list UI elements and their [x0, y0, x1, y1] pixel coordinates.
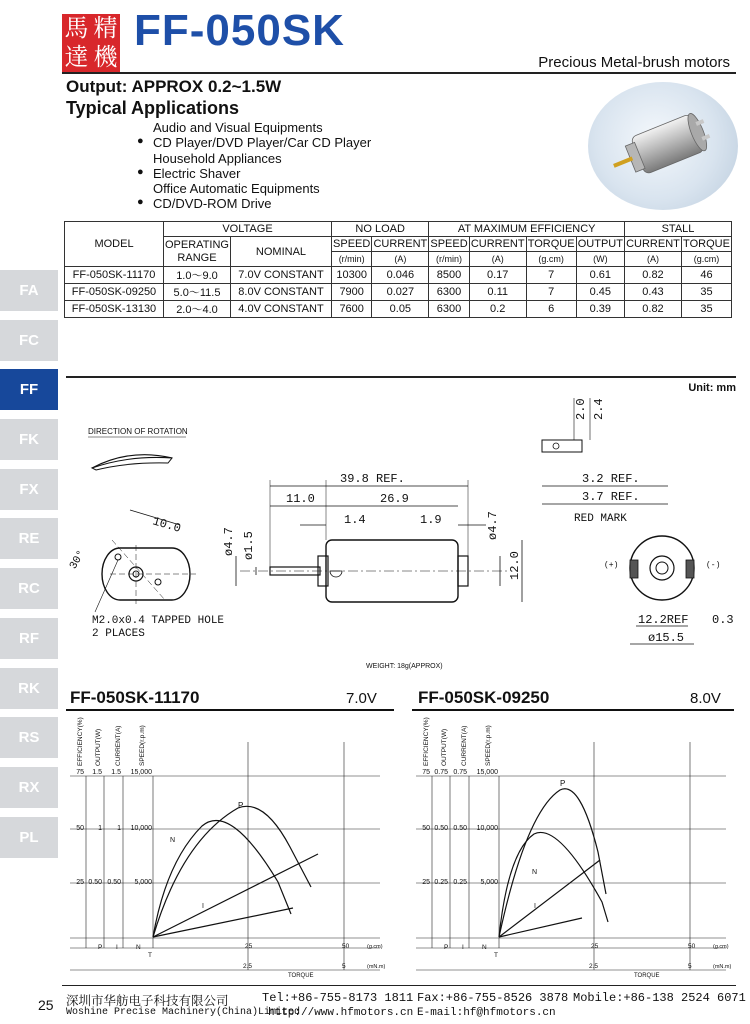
tab-rs[interactable]: RS: [0, 717, 58, 758]
tick: 0.75: [434, 769, 448, 776]
cell: 0.82: [625, 267, 682, 284]
tick: 1: [98, 825, 102, 832]
rear-bearing: [650, 556, 674, 580]
red-mark-label: RED MARK: [574, 513, 627, 525]
tick: 15,000: [476, 769, 498, 776]
tick: 2.5: [589, 963, 599, 970]
tick: 25: [76, 879, 84, 886]
tick: P: [444, 944, 449, 951]
terminal-plus: [630, 560, 638, 578]
plus-label: (+): [604, 561, 619, 570]
tick: 5,000: [480, 879, 498, 886]
tick: 0.25: [434, 879, 448, 886]
unit-label: Unit: mm: [688, 382, 736, 394]
cell: 7: [526, 284, 576, 301]
unit-cell: (A): [625, 252, 682, 267]
col-current: CURRENT: [373, 238, 428, 250]
axis-label: SPEED(r.p.m): [139, 725, 146, 766]
tab-fk[interactable]: FK: [0, 419, 58, 460]
cell: 0.17: [469, 267, 526, 284]
applications-list: [137, 120, 371, 212]
col-speed: SPEED: [430, 238, 468, 250]
performance-chart-1: [62, 712, 398, 980]
dim-14: 1.4: [344, 513, 366, 527]
dim-20: 2.0: [574, 398, 588, 420]
cell: 0.43: [625, 284, 682, 301]
cell: 0.61: [576, 267, 624, 284]
cell: 0.046: [372, 267, 429, 284]
cell: 8.0V CONSTANT: [230, 284, 331, 301]
tapped-hole: [155, 579, 161, 585]
tick: 1: [117, 825, 121, 832]
performance-chart-2: [408, 712, 744, 980]
dim-120: 12.0: [508, 551, 522, 580]
tick: (g.cm): [713, 944, 729, 950]
logo-char: 機: [93, 43, 118, 71]
tick: 0.50: [88, 879, 102, 886]
series-label: P: [238, 801, 244, 810]
dim-phi47b: ø4.7: [486, 511, 500, 540]
cell: 1.0～9.0: [164, 267, 231, 284]
axis-label: CURRENT(A): [115, 725, 122, 766]
cell: 7: [526, 267, 576, 284]
curve-divider: [412, 709, 734, 711]
page-subtitle: Precious Metal-brush motors: [538, 54, 730, 71]
cell: 7900: [331, 284, 371, 301]
minus-label: (-): [706, 561, 721, 570]
curve-voltage: 8.0V: [690, 690, 721, 707]
dim-269: 26.9: [380, 492, 409, 506]
tick: (g.cm): [367, 944, 383, 950]
dim-phi47a: ø4.7: [222, 527, 236, 556]
terminal-hole: [553, 443, 559, 449]
cell: 0.05: [372, 301, 429, 318]
tick: 50: [422, 825, 430, 832]
output-curve: [499, 789, 606, 937]
mobile: Mobile:+86-138 2524 6071: [573, 991, 746, 1005]
cell: 0.82: [625, 301, 682, 318]
col-operating-range: OPERATING RANGE: [164, 237, 231, 267]
tick: 10,000: [476, 825, 498, 832]
terminal-detail: [542, 440, 582, 452]
dim-phi15: ø1.5: [242, 531, 256, 560]
page-number: 25: [38, 997, 54, 1013]
tick: P: [98, 944, 103, 951]
tick: 5: [342, 963, 346, 970]
tick: 1.5: [92, 769, 102, 776]
tick: (mN.m): [367, 964, 386, 970]
tick: 25: [591, 943, 599, 950]
dim-24: 2.4: [592, 398, 606, 420]
unit-cell: (r/min): [429, 252, 469, 267]
terminal-minus: [686, 560, 694, 578]
tick: 10,000: [130, 825, 152, 832]
dim-30deg: 30°: [67, 548, 89, 572]
unit-cell: (W): [576, 252, 624, 267]
tick: 50: [688, 943, 696, 950]
axis-label: TORQUE: [634, 973, 660, 979]
list-item: ● Electric Shaver: [137, 166, 371, 181]
tick: 0.50: [453, 825, 467, 832]
hole-note-1: M2.0x0.4 TAPPED HOLE: [92, 615, 225, 627]
tick: (mN.m): [713, 964, 732, 970]
cell: 6: [526, 301, 576, 318]
tab-fc[interactable]: FC: [0, 320, 58, 361]
tapped-hole: [115, 554, 121, 560]
cell: 5.0～11.5: [164, 284, 231, 301]
rear-shaft: [656, 562, 668, 574]
tick: 50: [76, 825, 84, 832]
axis-label: OUTPUT(W): [95, 728, 102, 766]
series-label: I: [534, 903, 536, 910]
output-rating: Output: APPROX 0.2~1.5W: [66, 77, 282, 96]
current-curve: [153, 908, 293, 937]
fax: Fax:+86-755-8526 3878: [417, 991, 569, 1005]
dim-19: 1.9: [420, 513, 442, 527]
cell: 0.45: [576, 284, 624, 301]
tick: 5: [688, 963, 692, 970]
cell: 8500: [429, 267, 469, 284]
dim-03: 0.3: [712, 613, 734, 627]
dim-10: 10.0: [150, 514, 183, 536]
logo-char: 馬: [64, 14, 89, 42]
spec-table: [64, 221, 732, 318]
cell: 35: [681, 284, 731, 301]
tick: N: [136, 944, 141, 951]
cell: 0.027: [372, 284, 429, 301]
tick: I: [116, 944, 118, 951]
list-item: Household Appliances: [153, 150, 282, 166]
cell: 4.0V CONSTANT: [230, 301, 331, 318]
cell: 2.0～4.0: [164, 301, 231, 318]
logo-char: 精: [93, 14, 118, 42]
unit-cell: (g.cm): [526, 252, 576, 267]
header-divider: [62, 72, 736, 74]
page-title: FF-050SK: [134, 6, 345, 55]
tab-pl[interactable]: PL: [0, 817, 58, 858]
cell: 7.0V CONSTANT: [230, 267, 331, 284]
cell: 0.2: [469, 301, 526, 318]
dim-398: 39.8 REF.: [340, 472, 405, 486]
brand-logo: [62, 14, 120, 72]
unit-cell: (A): [372, 252, 429, 267]
speed-curve: [153, 854, 318, 937]
cell: 6300: [429, 301, 469, 318]
hole-note-2: 2 PLACES: [92, 628, 145, 640]
tab-fa[interactable]: FA: [0, 270, 58, 311]
tick: 0.50: [107, 879, 121, 886]
series-label: P: [560, 779, 566, 788]
series-label: N: [532, 869, 538, 876]
cell: FF-050SK-13130: [65, 301, 164, 318]
tick: 5,000: [134, 879, 152, 886]
table-header-row: [65, 237, 732, 252]
dim-37ref: 3.7 REF.: [582, 490, 640, 504]
cell: 35: [681, 301, 731, 318]
table-row: [65, 267, 732, 284]
cell: 10300: [331, 267, 371, 284]
mark: [330, 571, 342, 577]
dim-110: 11.0: [286, 492, 315, 506]
col-voltage: VOLTAGE: [164, 222, 332, 237]
cell: FF-050SK-11170: [65, 267, 164, 284]
col-stall: STALL: [625, 222, 732, 237]
table-row: [65, 284, 732, 301]
axis-label: EFFICIENCY(%): [423, 717, 430, 766]
tab-rc[interactable]: RC: [0, 568, 58, 609]
curve-title: FF-050SK-09250: [418, 688, 550, 707]
tick: 15,000: [130, 769, 152, 776]
series-label: I: [202, 903, 204, 910]
tick: 0.75: [453, 769, 467, 776]
email-link[interactable]: E-mail:hf@hfmotors.cn: [417, 1007, 556, 1019]
col-torque: TORQUE: [527, 238, 575, 250]
tick: 75: [422, 769, 430, 776]
table-header-row: [65, 222, 732, 237]
weight-note: WEIGHT: 18g(APPROX): [366, 663, 443, 670]
tab-rk[interactable]: RK: [0, 668, 58, 709]
axis-label: SPEED(r.p.m): [485, 725, 492, 766]
tab-re[interactable]: RE: [0, 518, 58, 559]
axis-label: TORQUE: [288, 973, 314, 979]
company-name-en: Woshine Precise Machinery(China)Limited: [66, 1007, 301, 1018]
list-item: ● CD/DVD-ROM Drive: [137, 196, 371, 211]
cell: 46: [681, 267, 731, 284]
dim-32ref: 3.2 REF.: [582, 472, 640, 486]
drawing-divider: [66, 376, 736, 378]
applications-heading: Typical Applications: [66, 98, 240, 118]
tick: T: [148, 952, 152, 959]
dimension-drawing: [0, 380, 750, 680]
axis-label: OUTPUT(W): [441, 728, 448, 766]
company-name-cn: 深圳市华舫电子科技有限公司: [66, 993, 229, 1008]
col-current: CURRENT: [470, 238, 525, 250]
footer-divider: [62, 985, 736, 986]
cell: 7600: [331, 301, 371, 318]
col-torque: TORQUE: [683, 238, 730, 250]
rotation-label: DIRECTION OF ROTATION: [88, 427, 188, 436]
tick: 0.50: [434, 825, 448, 832]
tick: 0.25: [453, 879, 467, 886]
list-item: Audio and Visual Equipments: [153, 120, 323, 135]
tick: N: [482, 944, 487, 951]
efficiency-curve: [499, 832, 608, 937]
cell: 0.39: [576, 301, 624, 318]
tick: T: [494, 952, 498, 959]
tab-rf[interactable]: RF: [0, 618, 58, 659]
rotation-arrow-band: [92, 457, 172, 470]
grid: [416, 742, 726, 970]
dim-phi155: ø15.5: [648, 631, 685, 645]
tick: 1.5: [111, 769, 121, 776]
unit-cell: (g.cm): [681, 252, 731, 267]
series-label: N: [170, 837, 176, 844]
col-nominal: NOMINAL: [230, 237, 331, 267]
curve-divider: [66, 709, 394, 711]
dim-122ref: 12.2REF: [638, 613, 689, 627]
tick: 2.5: [243, 963, 253, 970]
col-no-load: NO LOAD: [331, 222, 428, 237]
tick: 75: [76, 769, 84, 776]
telephone: Tel:+86-755-8173 1811: [262, 991, 414, 1005]
logo-char: 達: [64, 43, 89, 71]
table-row: [65, 301, 732, 318]
grid: [70, 742, 380, 970]
col-current: CURRENT: [626, 238, 680, 250]
cell: FF-050SK-09250: [65, 284, 164, 301]
curve-voltage: 7.0V: [346, 690, 377, 707]
unit-cell: (r/min): [331, 252, 371, 267]
center-line: [112, 540, 165, 600]
unit-cell: (A): [469, 252, 526, 267]
tab-fx[interactable]: FX: [0, 469, 58, 510]
website-link[interactable]: http://www.hfmotors.cn: [268, 1007, 414, 1019]
list-item: Office Automatic Equipments: [153, 181, 320, 197]
col-speed: SPEED: [333, 238, 371, 250]
tab-ff[interactable]: FF: [0, 369, 58, 410]
cell: 6300: [429, 284, 469, 301]
leader-line: [95, 560, 118, 612]
col-max-efficiency: AT MAXIMUM EFFICIENCY: [429, 222, 625, 237]
tick: 50: [342, 943, 350, 950]
tick: 25: [422, 879, 430, 886]
list-item: ● CD Player/DVD Player/Car CD Player: [137, 135, 371, 150]
motor-photo: [588, 82, 738, 210]
col-output: OUTPUT: [577, 238, 623, 250]
tick: 25: [245, 943, 253, 950]
rear-view-outline: [630, 536, 694, 600]
axis-label: CURRENT(A): [461, 725, 468, 766]
tab-rx[interactable]: RX: [0, 767, 58, 808]
tick: I: [462, 944, 464, 951]
col-model: MODEL: [65, 222, 164, 267]
curve-title: FF-050SK-11170: [70, 688, 200, 707]
axis-label: EFFICIENCY(%): [77, 717, 84, 766]
cell: 0.11: [469, 284, 526, 301]
